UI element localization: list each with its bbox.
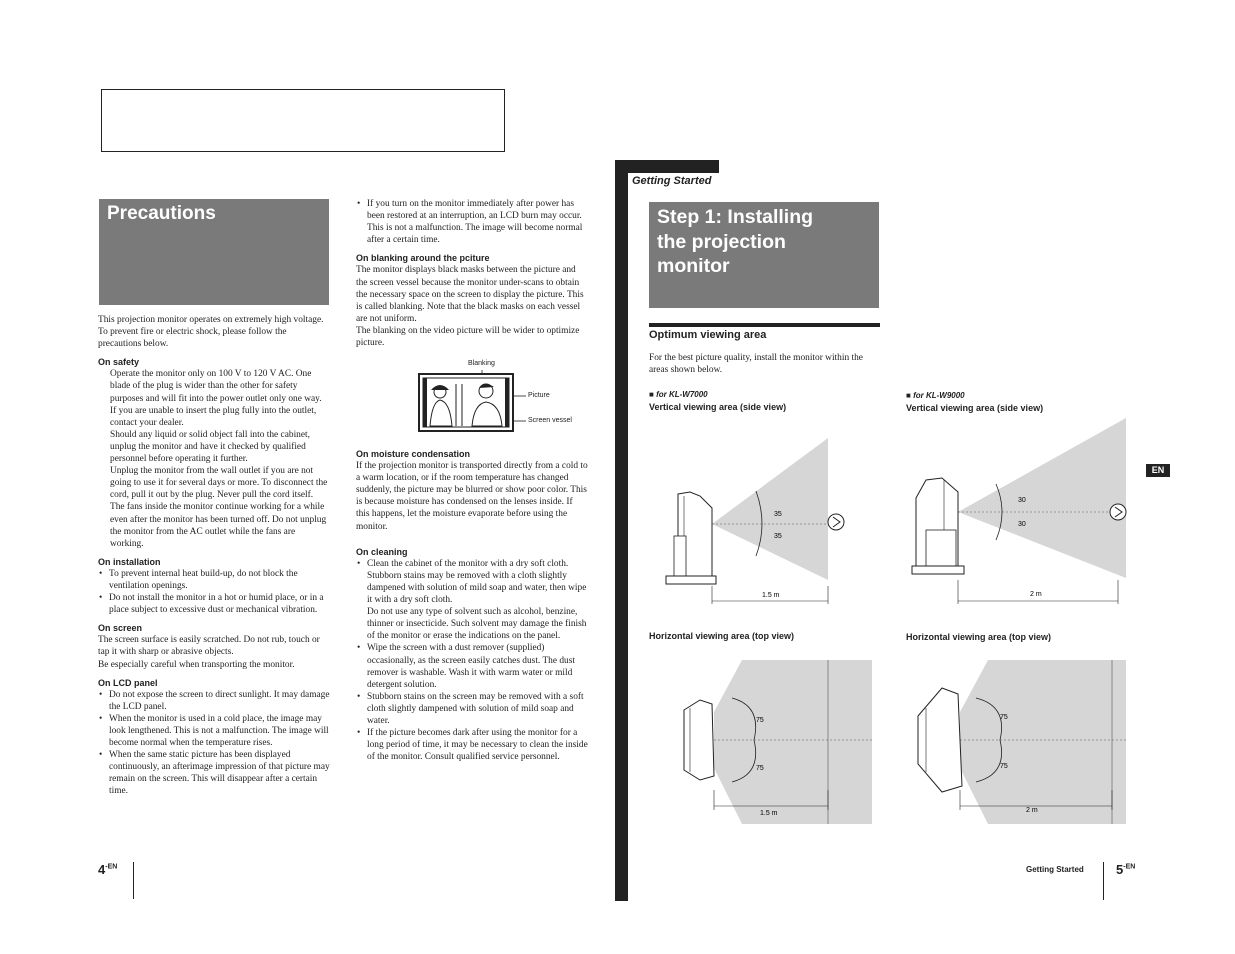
list-item: • Stubborn stains on the screen may be removed with a soft cloth slightly dampened with solution of mild soap and water. (367, 691, 588, 727)
screen-text-2: Be especially careful when transporting the monitor. (98, 659, 295, 670)
blanking-figure (418, 358, 588, 438)
list-item: • To prevent internal heat build-up, do not block the ventilation openings. (109, 568, 330, 592)
step-title-box (649, 202, 879, 308)
footer-section-label: Getting Started (1026, 865, 1084, 874)
model-name: for KL-W7000 (656, 390, 708, 399)
safety-paragraph: Operate the monitor only on 100 V to 120 V AC. One blade of the plug is wider than the other for safety purposes and will fit into the power outlet only one way. If you are unable to insert the plug fully into the outlet, contact your dealer. (110, 369, 322, 428)
viewing-area (714, 660, 872, 824)
safety-paragraph: The fans inside the monitor continue working for a while even after the monitor has been turned off. Do not unplug the monitor from the AC outlet while the fans are working. (110, 502, 327, 549)
installation-heading: On installation (98, 556, 161, 567)
blanking-heading: On blanking around the pciture (356, 253, 490, 264)
intro-text: For the best picture quality, install the monitor within the areas shown below. (649, 353, 863, 376)
distance-label: 2 m (1030, 591, 1042, 598)
screen-heading: On screen (98, 623, 143, 634)
intro-text: This projection monitor operates on extremely high voltage. To prevent fire or electric shock, please follow the precautions below. (98, 315, 324, 350)
list-item: • When the monitor is used in a cold place, the image may look lengthened. This is not a malfunction. The image will become normal when the temperature rises. (109, 713, 330, 749)
horizontal-area-title: Horizontal viewing area (top view) (649, 631, 795, 641)
moisture-text: If the projection monitor is transported directly from a cold to a warm location, or if the room temperature has changed suddenly, the picture may be blurred or show poor color. This is because moisture has condensed on the lenses inside. If this happens, let the moisture evaporate before using the monitor. (356, 461, 588, 532)
list-item: • If you turn on the monitor immediately after power has been restored at an interruption, an LCD burn may occur. This is not a malfunction. The image will become normal after a certain time. (367, 198, 588, 246)
list-item: • Do not install the monitor in a hot or humid place, or in a place subject to excessive dust or mechanical vibration. (109, 592, 330, 616)
list-item: • When the same static picture has been displayed continuously, an afterimage impression of that picture may remain on the screen. This will disappear after a certain time. (109, 749, 330, 797)
cleaning-heading: On cleaning (356, 546, 408, 557)
kl-w9000-side-view-diagram (906, 418, 1128, 606)
left-page-number (98, 862, 117, 877)
section-tab-label: Getting Started (632, 175, 712, 187)
subheading-rule (649, 323, 880, 327)
distance-label: 1.5 m (760, 810, 778, 817)
lcd-heading: On LCD panel (98, 677, 158, 688)
model-label: ■ for KL-W7000 (649, 390, 708, 399)
kl-w7000-side-view-diagram (660, 436, 872, 608)
precautions-title-box (99, 199, 329, 305)
viewing-area (960, 660, 1126, 824)
spine-bar (615, 160, 628, 901)
kl-w9000-top-view-diagram (912, 660, 1128, 826)
section-tab-bar (615, 160, 719, 173)
safety-paragraph: Unplug the monitor from the wall outlet if you are not going to use it for several days or more. To disconnect the cord, pull it out by the plug. Never pull the cord itself. (110, 466, 328, 501)
page-suffix: -EN (105, 863, 118, 871)
language-badge: EN (1146, 464, 1170, 477)
page-number: 4 (98, 862, 106, 877)
model-name: for KL-W9000 (913, 391, 965, 400)
list-item-extra: Do not use any type of solvent such as alcohol, benzine, thinner or insecticide. Such solvent may damage the finish of the monitor or erase the indications on the panel. (367, 607, 587, 642)
subheading: Optimum viewing area (649, 329, 767, 341)
kl-w7000-top-view-diagram (672, 660, 874, 826)
blanking-text: The monitor displays black masks between the picture and the screen vessel because the monitor under-scans to obtain the necessary space on the screen to display the picture. This is called blanking. Note that the black masks on each vessel are not uniform. (356, 265, 584, 324)
left-column-2 (356, 198, 588, 349)
list-item: • Do not expose the screen to direct sunlight. It may damage the LCD panel. (109, 689, 330, 713)
list-item: • If the picture becomes dark after using the monitor for a long period of time, it may be necessary to clean the inside of the monitor. Consult qualified service personnel. (367, 727, 588, 763)
right-page-number (1116, 862, 1135, 877)
page-title-line: Step 1: Installing (657, 206, 814, 228)
page-title-line: monitor (657, 255, 730, 277)
vertical-area-title: Vertical viewing area (side view) (649, 402, 787, 412)
angle-label: 35 (774, 533, 782, 540)
angle-label: 75 (756, 717, 764, 724)
distance-label: 2 m (1026, 807, 1038, 814)
viewing-area (958, 418, 1126, 578)
angle-label: 30 (1018, 497, 1026, 504)
vertical-area-title: Vertical viewing area (side view) (906, 403, 1044, 413)
moisture-heading: On moisture condensation (356, 449, 471, 459)
page-number: 5 (1116, 862, 1124, 877)
list-item (367, 558, 588, 643)
safety-heading: On safety (98, 357, 140, 368)
list-item: • Wipe the screen with a dust remover (supplied) occasionally, as the screen easily catches dust. The dust remover is washable. Wash it with warm water or mild detergent solution. (367, 642, 588, 690)
horizontal-area-title: Horizontal viewing area (top view) (906, 632, 1052, 642)
viewing-area (712, 438, 828, 580)
page-title: Precautions (107, 203, 216, 224)
screen-text: The screen surface is easily scratched. Do not rub, touch or tap it with sharp or abrasive objects. (98, 635, 320, 658)
blanking-label: Blanking (468, 360, 495, 367)
left-column-1 (98, 314, 330, 798)
screen-vessel-label: Screen vessel (528, 417, 572, 424)
empty-header-box (101, 89, 505, 152)
model-label: ■ for KL-W9000 (906, 391, 965, 400)
page-number-divider (133, 862, 134, 899)
page-title-line: the projection (657, 230, 786, 253)
distance-label: 1.5 m (762, 592, 780, 599)
angle-label: 75 (1000, 714, 1008, 721)
left-column-2-lower (356, 448, 588, 763)
page-number-divider (1103, 862, 1104, 900)
tv-picture-illustration (418, 358, 588, 438)
angle-label: 75 (1000, 763, 1008, 770)
safety-paragraph: Should any liquid or solid object fall into the cabinet, unplug the monitor and have it checked by qualified personnel before operating it further. (110, 429, 310, 465)
page-suffix: -EN (1123, 863, 1136, 871)
angle-label: 35 (774, 511, 782, 518)
blanking-text-2: The blanking on the video picture will be wider to optimize picture. (356, 325, 580, 349)
picture-label: Picture (528, 392, 550, 399)
angle-label: 75 (756, 765, 764, 772)
angle-label: 30 (1018, 521, 1026, 528)
list-item-text: Clean the cabinet of the monitor with a dry soft cloth. Stubborn stains may be removed with a cloth slightly dampened with solution of mild soap and water, then wipe it with a dry soft cloth. (367, 558, 587, 606)
